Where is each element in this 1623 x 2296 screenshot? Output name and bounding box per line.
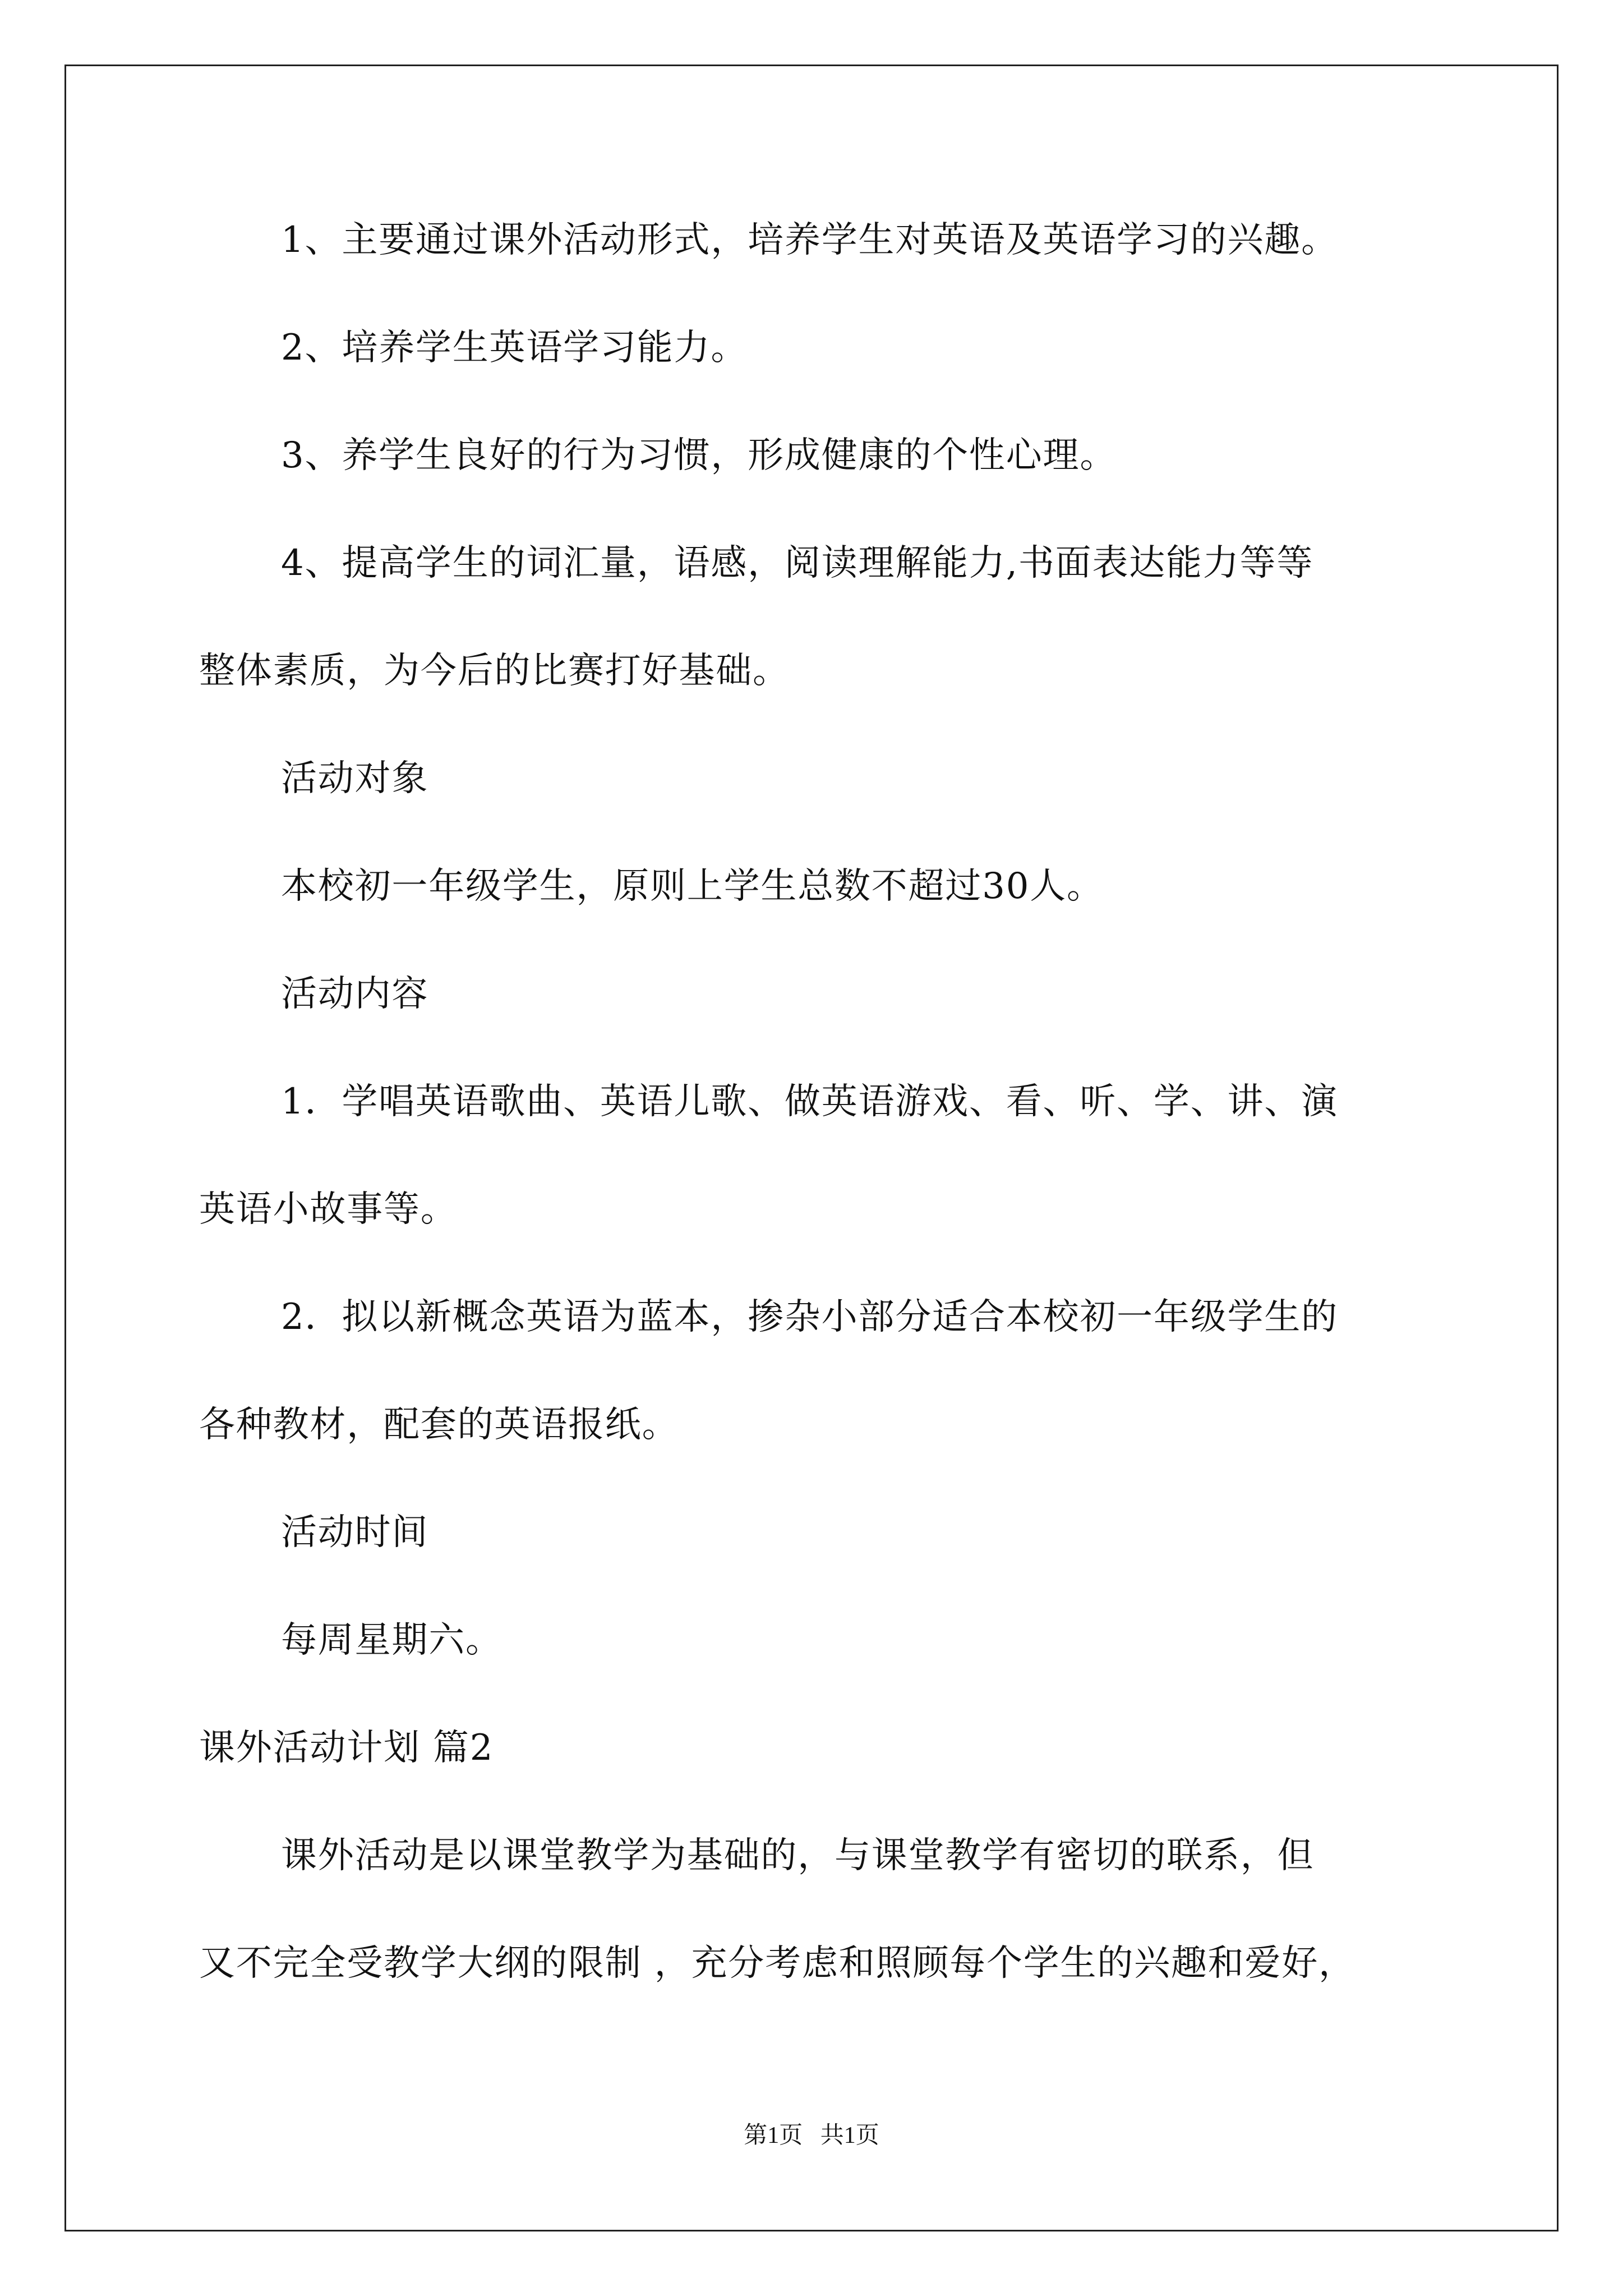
activity-time-text: 每周星期六。 [281,1619,502,1661]
content-1-line-2: 英语小故事等。 [199,1189,458,1230]
section-title-2: 课外活动计划 篇2 [199,1727,494,1769]
document-body [199,218,1427,1986]
goal-3: 3、养学生良好的行为习惯，形成健康的个性心理。 [281,435,1117,476]
heading-activity-target: 活动对象 [281,758,429,799]
section-2-para-line-1: 课外活动是以课堂教学为基础的，与课堂教学有密切的联系，但 [281,1835,1315,1876]
goal-4-line-2: 整体素质，为今后的比赛打好基础。 [199,650,790,692]
goal-1: 1、主要通过课外活动形式，培养学生对英语及英语学习的兴趣。 [281,219,1338,261]
activity-target-text: 本校初一年级学生，原则上学生总数不超过30人。 [281,866,1104,907]
content-2-line-2: 各种教材，配套的英语报纸。 [199,1404,679,1446]
goal-2: 2、培养学生英语学习能力。 [281,327,748,369]
section-2-para-line-2: 又不完全受教学大纲的限制 ，充分考虑和照顾每个学生的兴趣和爱好， [199,1943,1355,1984]
page-number-footer: 第1页 共1页 [744,2123,879,2148]
content-2-line-1: 2．拟以新概念英语为蓝本，掺杂小部分适合本校初一年级学生的 [281,1296,1338,1338]
heading-activity-time: 活动时间 [281,1512,429,1553]
goal-4-line-1: 4、提高学生的词汇量，语感，阅读理解能力,书面表达能力等等 [281,542,1314,584]
heading-activity-content: 活动内容 [281,973,429,1015]
content-1-line-1: 1．学唱英语歌曲、英语儿歌、做英语游戏、看、听、学、讲、演 [281,1081,1338,1122]
